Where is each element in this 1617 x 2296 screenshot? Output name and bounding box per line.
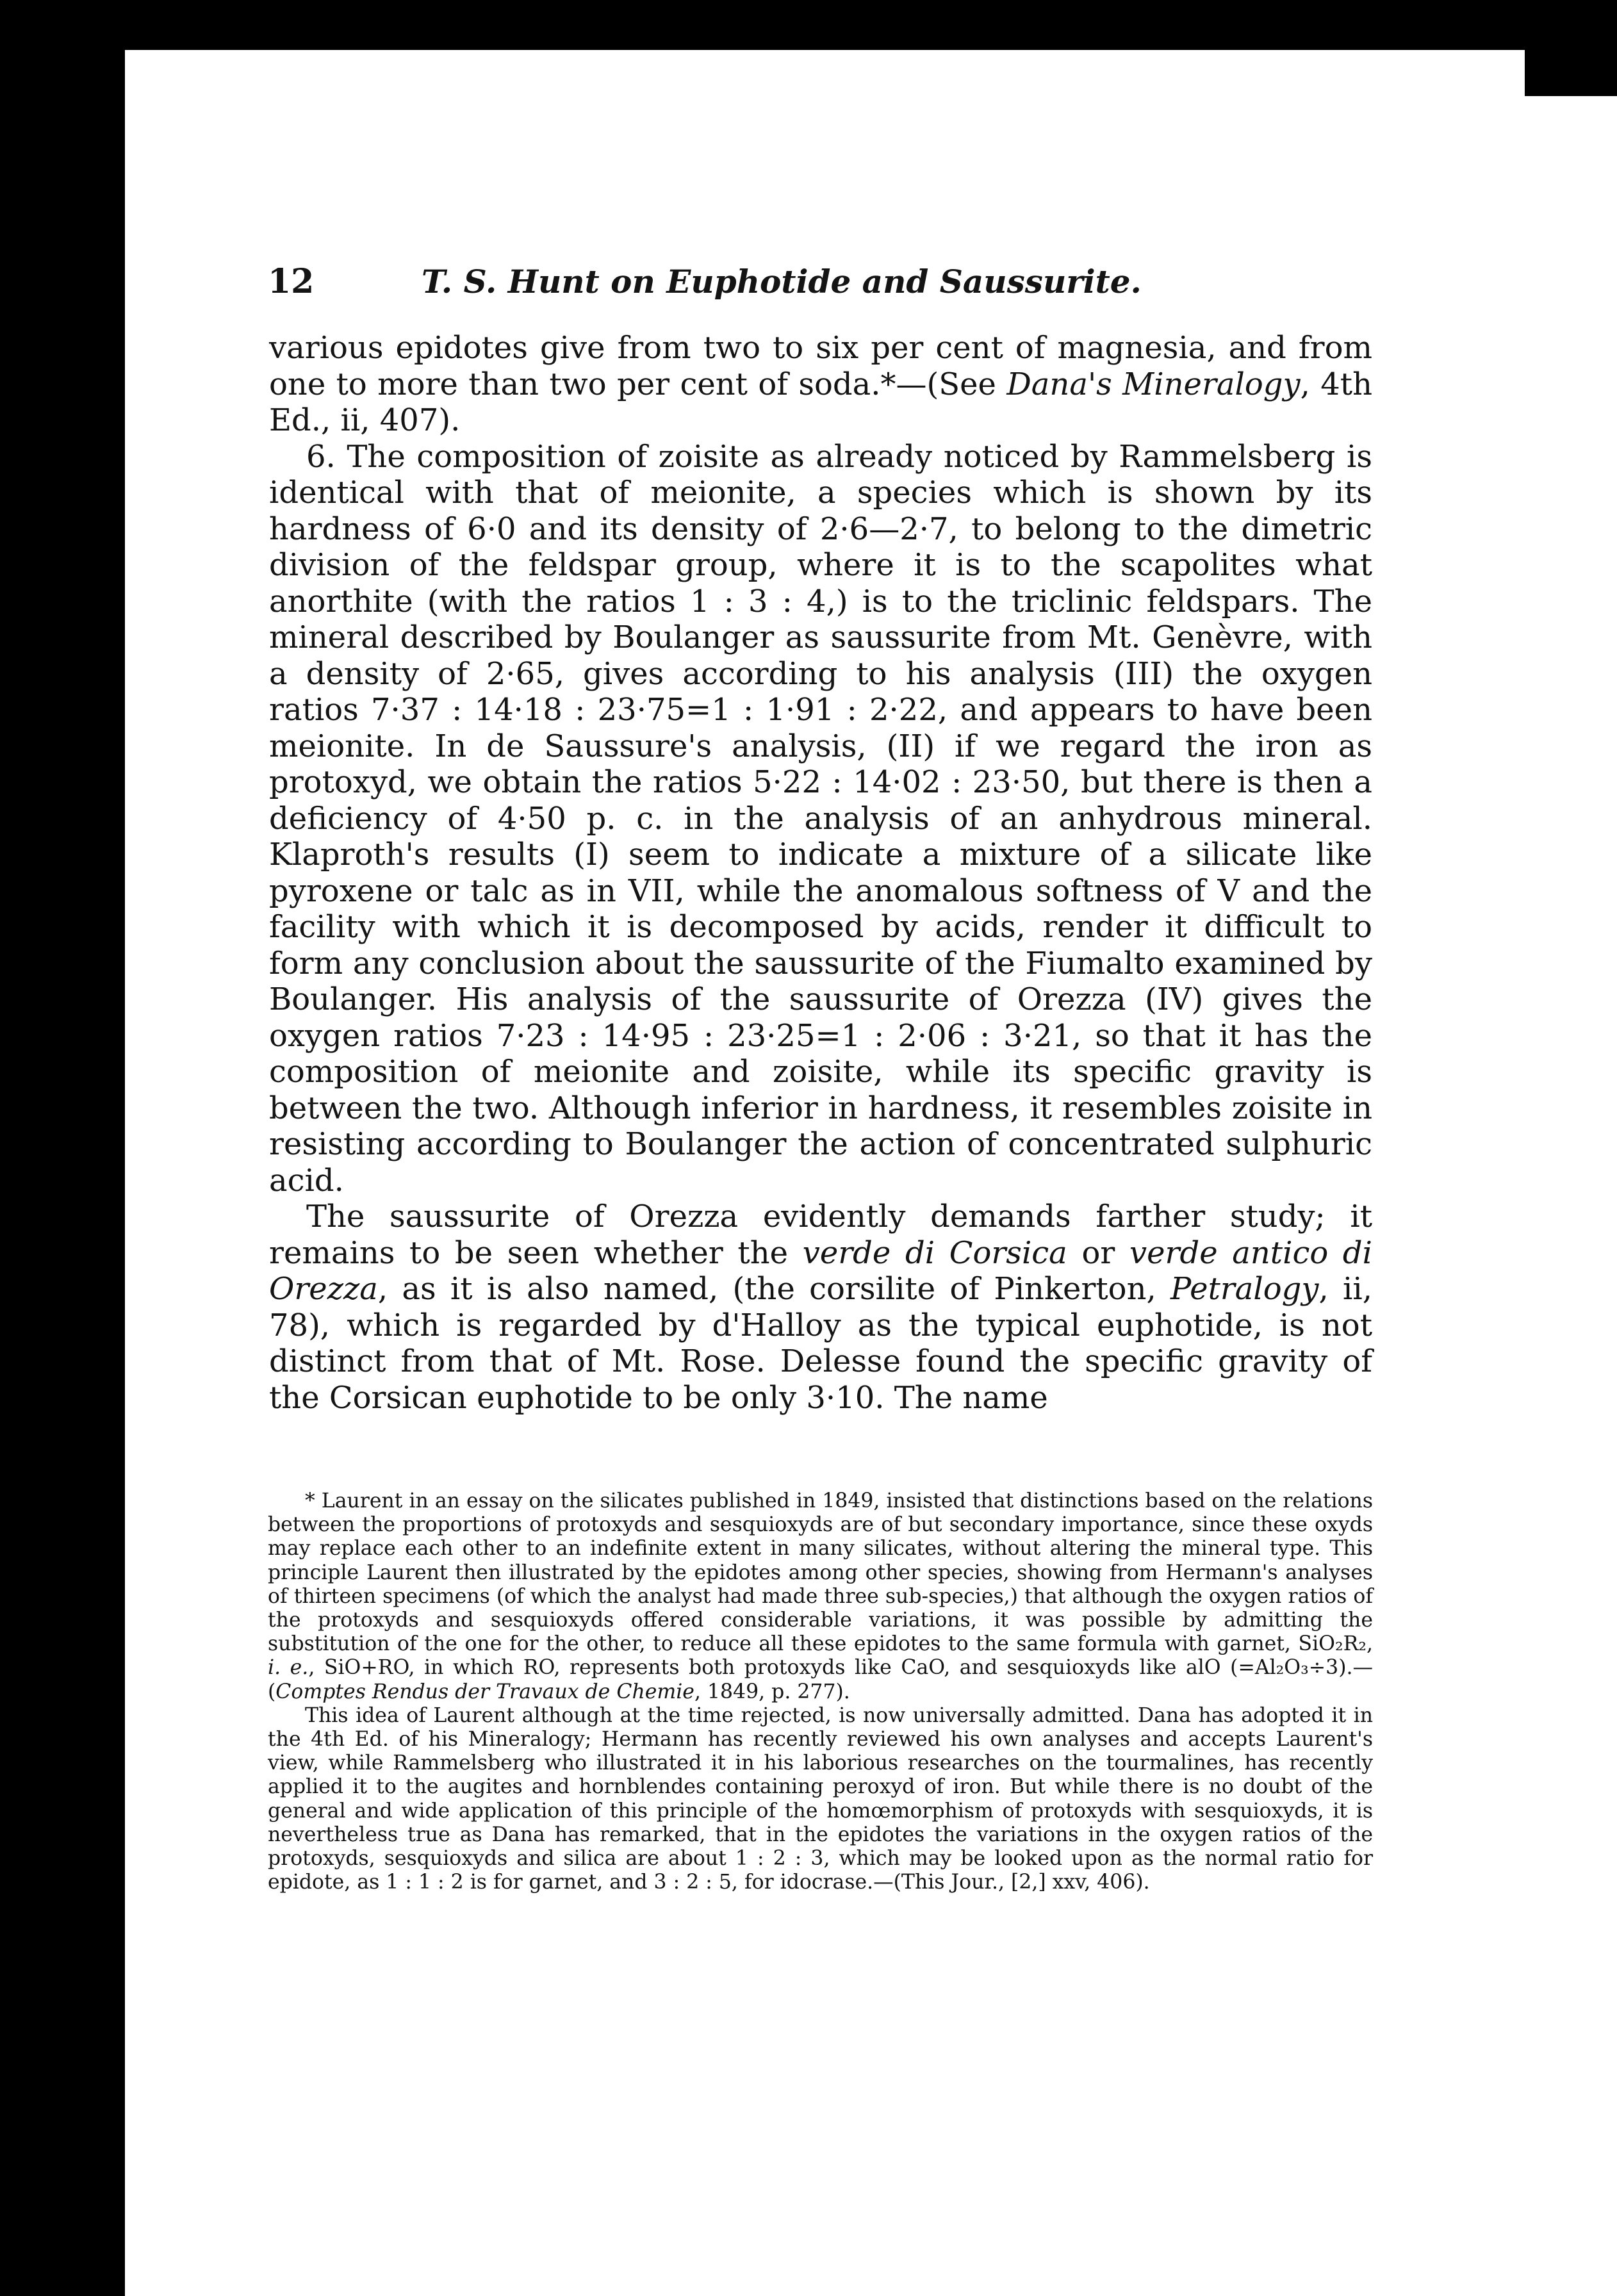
citation-title: Dana's Mineralogy <box>1006 366 1301 402</box>
citation-details: , 4th Ed., ii, 407). <box>269 366 1372 438</box>
footnote-laurent <box>268 1489 1373 1704</box>
paragraph-text: various epidotes give from two to six per cent of magnesia, and from one to more than two per cent of soda.*—(See <box>269 330 1372 402</box>
italic-term: verde di Corsica <box>802 1234 1067 1271</box>
citation-title: Petralogy <box>1170 1271 1319 1307</box>
citation-title: Comptes Rendus der Travaux de Chemie <box>275 1680 694 1703</box>
italic-term: verde antico di Orezza <box>269 1234 1372 1307</box>
paragraph-continuation <box>269 330 1372 439</box>
page-header <box>268 253 1370 311</box>
footnote-text: , SiO+RO, in which RO, represents both protoxyds like CaO, and sesquioxyds like alO (=Al₂O₃÷3).—( <box>268 1656 1373 1703</box>
paragraph-orezza <box>269 1199 1372 1416</box>
page-number: 12 <box>268 262 315 301</box>
footnotes <box>268 1489 1373 1894</box>
footnote-text: , 1849, p. 277). <box>694 1680 850 1703</box>
running-title: T. S. Hunt on Euphotide and Saussurite. <box>422 263 1142 300</box>
paragraph-text: The saussurite of Orezza evidently demands farther study; it remains to be seen whether the <box>269 1199 1372 1271</box>
paragraph-text: or <box>1067 1234 1129 1271</box>
paragraph-6: 6. The composition of zoisite as already noticed by Rammelsberg is identical with that of meionite, a species which is shown by its hardness of 6·0 and its density of 2·6—2·7, to belong to the dimetric division of the feldspar group, where it is to the scapolites what anorthite (with the ratios 1 : 3 : 4,) is to the triclinic feldspars. The mineral described by Boulanger as saussurite from Mt. Genèvre, with a density of 2·65, gives according to his analysis (III) the oxygen ratios 7·37 : 14·18 : 23·75=1 : 1·91 : 2·22, and appears to have been meionite. In de Saussure's analysis, (II) if we regard the iron as protoxyd, we obtain the ratios 5·22 : 14·02 : 23·50, but there is then a deficiency of 4·50 p. c. in the analysis of an anhydrous mineral. Klaproth's results (I) seem to indicate a mixture of a silicate like pyroxene or talc as in VII, while the anomalous softness of V and the facility with which it is decomposed by acids, render it difficult to form any conclusion about the saussurite of the Fiumalto examined by Boulanger. His analysis of the saussurite of Orezza (IV) gives the oxygen ratios 7·23 : 14·95 : 23·25=1 : 2·06 : 3·21, so that it has the composition of meionite and zoisite, while its specific gravity is between the two. Although inferior in hardness, it resembles zoisite in resisting according to Boulanger the action of concentrated sulphuric acid. <box>269 438 1372 1199</box>
italic-abbreviation: i. e. <box>268 1656 309 1680</box>
paragraph-text: , as it is also named, (the corsilite of Pinkerton, <box>377 1271 1171 1307</box>
footnote-continuation: This idea of Laurent although at the time rejected, is now universally admitted. Dana has adopted it in the 4th Ed. of his Mineralogy; Hermann has recently reviewed his own analyses and accepts Laurent's view, while Rammelsberg who illustrated it in his laborious researches on the tourmalines, has recently applied it to the augites and hornblendes containing peroxyd of iron. But while there is no doubt of the general and wide application of this principle of the homœmorphism of protoxyds with sesquioxyds, it is nevertheless true as Dana has remarked, that in the epidotes the variations in the oxygen ratios of the protoxyds, sesquioxyds and silica are about 1 : 2 : 3, which may be looked upon as the normal ratio for epidote, as 1 : 1 : 2 is for garnet, and 3 : 2 : 5, for idocrase.—(This Jour., [2,] xxv, 406). <box>268 1703 1373 1894</box>
body-text <box>269 330 1372 1416</box>
adjacent-page-edge <box>1515 96 1617 2296</box>
footnote-text: * Laurent in an essay on the silicates published in 1849, insisted that distinctions based on the relations between the proportions of protoxyds and sesquioxyds are of but secondary importance, since these oxyds may replace each other to an indefinite extent in many silicates, without altering the mineral type. This principle Laurent then illustrated by the epidotes among other species, showing from Hermann's analyses of thirteen specimens (of which the analyst had made three sub-species,) that although the oxygen ratios of the protoxyds and sesquioxyds offered considerable variations, it was possible by admitting the substitution of the one for the other, to reduce all these epidotes to the same formula with garnet, SiO₂R₂, <box>268 1489 1373 1656</box>
paragraph-text: , ii, 78), which is regarded by d'Halloy as the typical euphotide, is not distinct from that of Mt. Rose. Delesse found the specific gravity of the Corsican euphotide to be only 3·10. The name <box>269 1271 1372 1416</box>
